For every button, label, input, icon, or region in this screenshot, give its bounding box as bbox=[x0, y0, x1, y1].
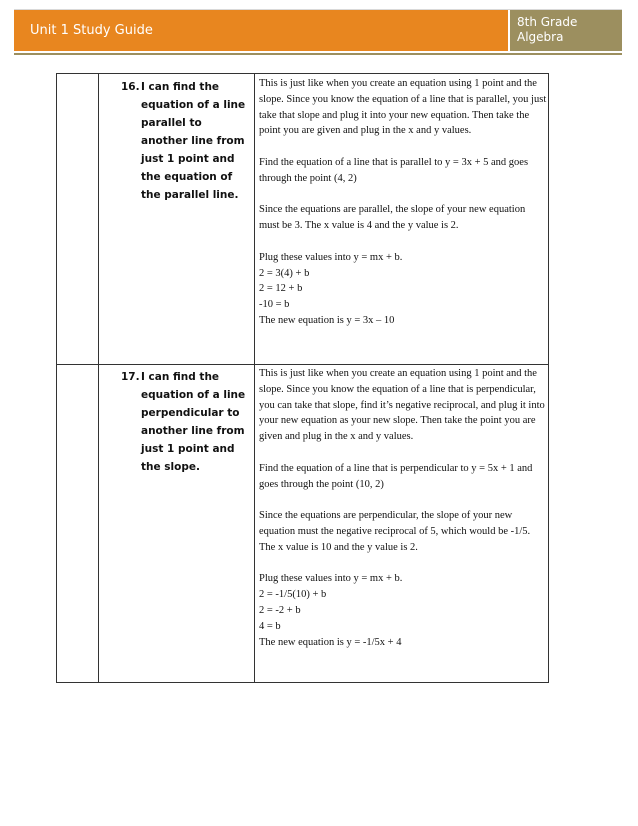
example-reasoning: Since the equations are parallel, the slope of your new equation must be 3. The x value is 4 and the y value is 2. bbox=[259, 204, 526, 232]
header-grade: 8th Grade bbox=[517, 15, 578, 29]
header-title: Unit 1 Study Guide bbox=[14, 10, 508, 51]
header-rule bbox=[14, 53, 622, 55]
explanation-intro: This is just like when you create an equation using 1 point and the slope. Since you know the equation of a line that is perpendicular, you can take that slope, find it’s negative reciprocal, and plug it into your new equation as your new slope. Then take the point you are given and plug in the x and y values. bbox=[259, 368, 545, 443]
header-grade-box bbox=[510, 10, 622, 51]
example-steps bbox=[259, 250, 547, 329]
target-text: I can find the equation of a line parallel to another line from just 1 point and the equation of the parallel line. bbox=[141, 81, 246, 201]
target-text: I can find the equation of a line perpendicular to another line from just 1 point and the slope. bbox=[141, 371, 246, 473]
step-line: 2 = -2 + b bbox=[259, 604, 301, 616]
explanation-intro: This is just like when you create an equation using 1 point and the slope. Since you know the equation of a line that is parallel, you just take that slope and plug it into your new equation. Then take the point you are given and plug in the x and y values. bbox=[259, 78, 547, 137]
step-line: 4 = b bbox=[259, 620, 281, 632]
learning-target bbox=[121, 368, 249, 476]
step-line: 2 = 3(4) + b bbox=[259, 267, 310, 279]
table-row bbox=[57, 364, 548, 682]
step-line: The new equation is y = 3x – 10 bbox=[259, 314, 395, 326]
explanation bbox=[259, 366, 547, 666]
step-line: 2 = 12 + b bbox=[259, 283, 303, 295]
step-line: The new equation is y = -1/5x + 4 bbox=[259, 636, 402, 648]
example-reasoning: Since the equations are perpendicular, the slope of your new equation must the negative reciprocal of 5, which would be -1/5. The x value is 10 and the y value is 2. bbox=[259, 510, 531, 553]
step-line: Plug these values into y = mx + b. bbox=[259, 251, 403, 263]
step-line: -10 = b bbox=[259, 299, 290, 311]
explanation bbox=[259, 76, 547, 345]
step-line: Plug these values into y = mx + b. bbox=[259, 573, 403, 585]
target-number: 16. bbox=[121, 81, 140, 93]
target-number: 17. bbox=[121, 371, 140, 383]
study-guide-table bbox=[56, 73, 549, 683]
table-row bbox=[57, 74, 548, 365]
header-subject: Algebra bbox=[517, 30, 564, 44]
example-problem: Find the equation of a line that is perpendicular to y = 5x + 1 and goes through the point (10, 2) bbox=[259, 462, 533, 490]
example-steps bbox=[259, 571, 547, 650]
learning-target bbox=[121, 78, 249, 204]
example-problem: Find the equation of a line that is parallel to y = 3x + 5 and goes through the point (4, 2) bbox=[259, 156, 529, 184]
page-header bbox=[14, 9, 622, 51]
step-line: 2 = -1/5(10) + b bbox=[259, 589, 327, 601]
